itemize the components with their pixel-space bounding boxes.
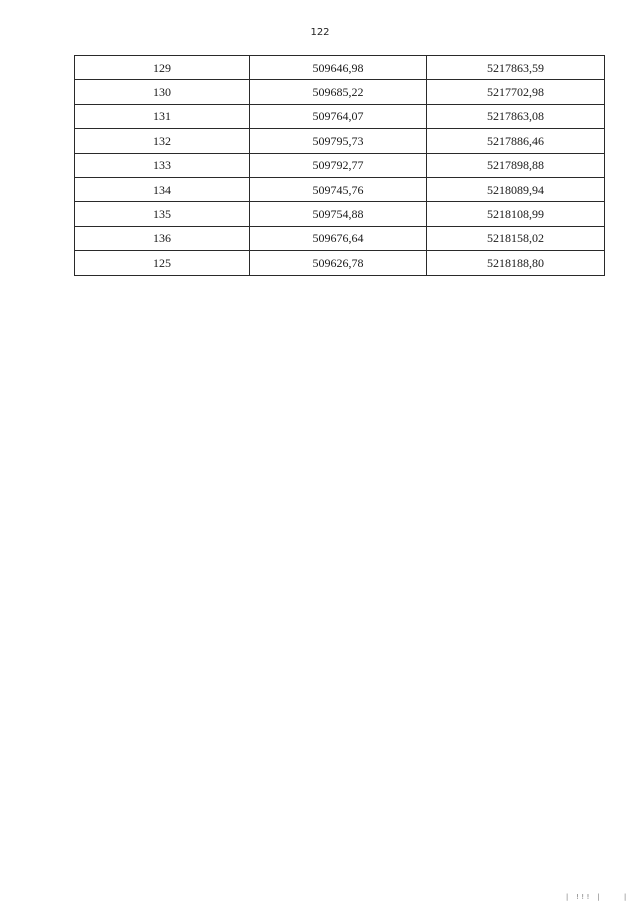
y-coordinate-cell: 5217702,98 xyxy=(427,80,605,104)
x-coordinate-cell: 509676,64 xyxy=(250,226,427,250)
x-coordinate-cell: 509685,22 xyxy=(250,80,427,104)
y-coordinate-cell: 5217898,88 xyxy=(427,153,605,177)
table-row xyxy=(75,202,605,226)
x-coordinate-cell: 509754,88 xyxy=(250,202,427,226)
table-row xyxy=(75,56,605,80)
point-number-cell: 125 xyxy=(75,251,250,275)
y-coordinate-cell: 5217863,08 xyxy=(427,104,605,128)
coordinates-table xyxy=(74,55,605,276)
point-number-cell: 132 xyxy=(75,129,250,153)
table-row xyxy=(75,251,605,275)
x-coordinate-cell: 509764,07 xyxy=(250,104,427,128)
point-number-cell: 129 xyxy=(75,56,250,80)
table-row xyxy=(75,104,605,128)
x-coordinate-cell: 509745,76 xyxy=(250,177,427,201)
table-row xyxy=(75,80,605,104)
y-coordinate-cell: 5218158,02 xyxy=(427,226,605,250)
y-coordinate-cell: 5218188,80 xyxy=(427,251,605,275)
scan-mark-right: | xyxy=(623,893,629,901)
point-number-cell: 133 xyxy=(75,153,250,177)
table-row xyxy=(75,226,605,250)
scan-mark-left: | !!! | xyxy=(565,893,602,901)
x-coordinate-cell: 509626,78 xyxy=(250,251,427,275)
y-coordinate-cell: 5217886,46 xyxy=(427,129,605,153)
x-coordinate-cell: 509646,98 xyxy=(250,56,427,80)
table-row xyxy=(75,153,605,177)
page-number: 122 xyxy=(310,27,330,38)
point-number-cell: 134 xyxy=(75,177,250,201)
point-number-cell: 135 xyxy=(75,202,250,226)
table-row xyxy=(75,129,605,153)
point-number-cell: 130 xyxy=(75,80,250,104)
point-number-cell: 131 xyxy=(75,104,250,128)
x-coordinate-cell: 509792,77 xyxy=(250,153,427,177)
y-coordinate-cell: 5217863,59 xyxy=(427,56,605,80)
y-coordinate-cell: 5218089,94 xyxy=(427,177,605,201)
y-coordinate-cell: 5218108,99 xyxy=(427,202,605,226)
point-number-cell: 136 xyxy=(75,226,250,250)
table-row xyxy=(75,177,605,201)
x-coordinate-cell: 509795,73 xyxy=(250,129,427,153)
